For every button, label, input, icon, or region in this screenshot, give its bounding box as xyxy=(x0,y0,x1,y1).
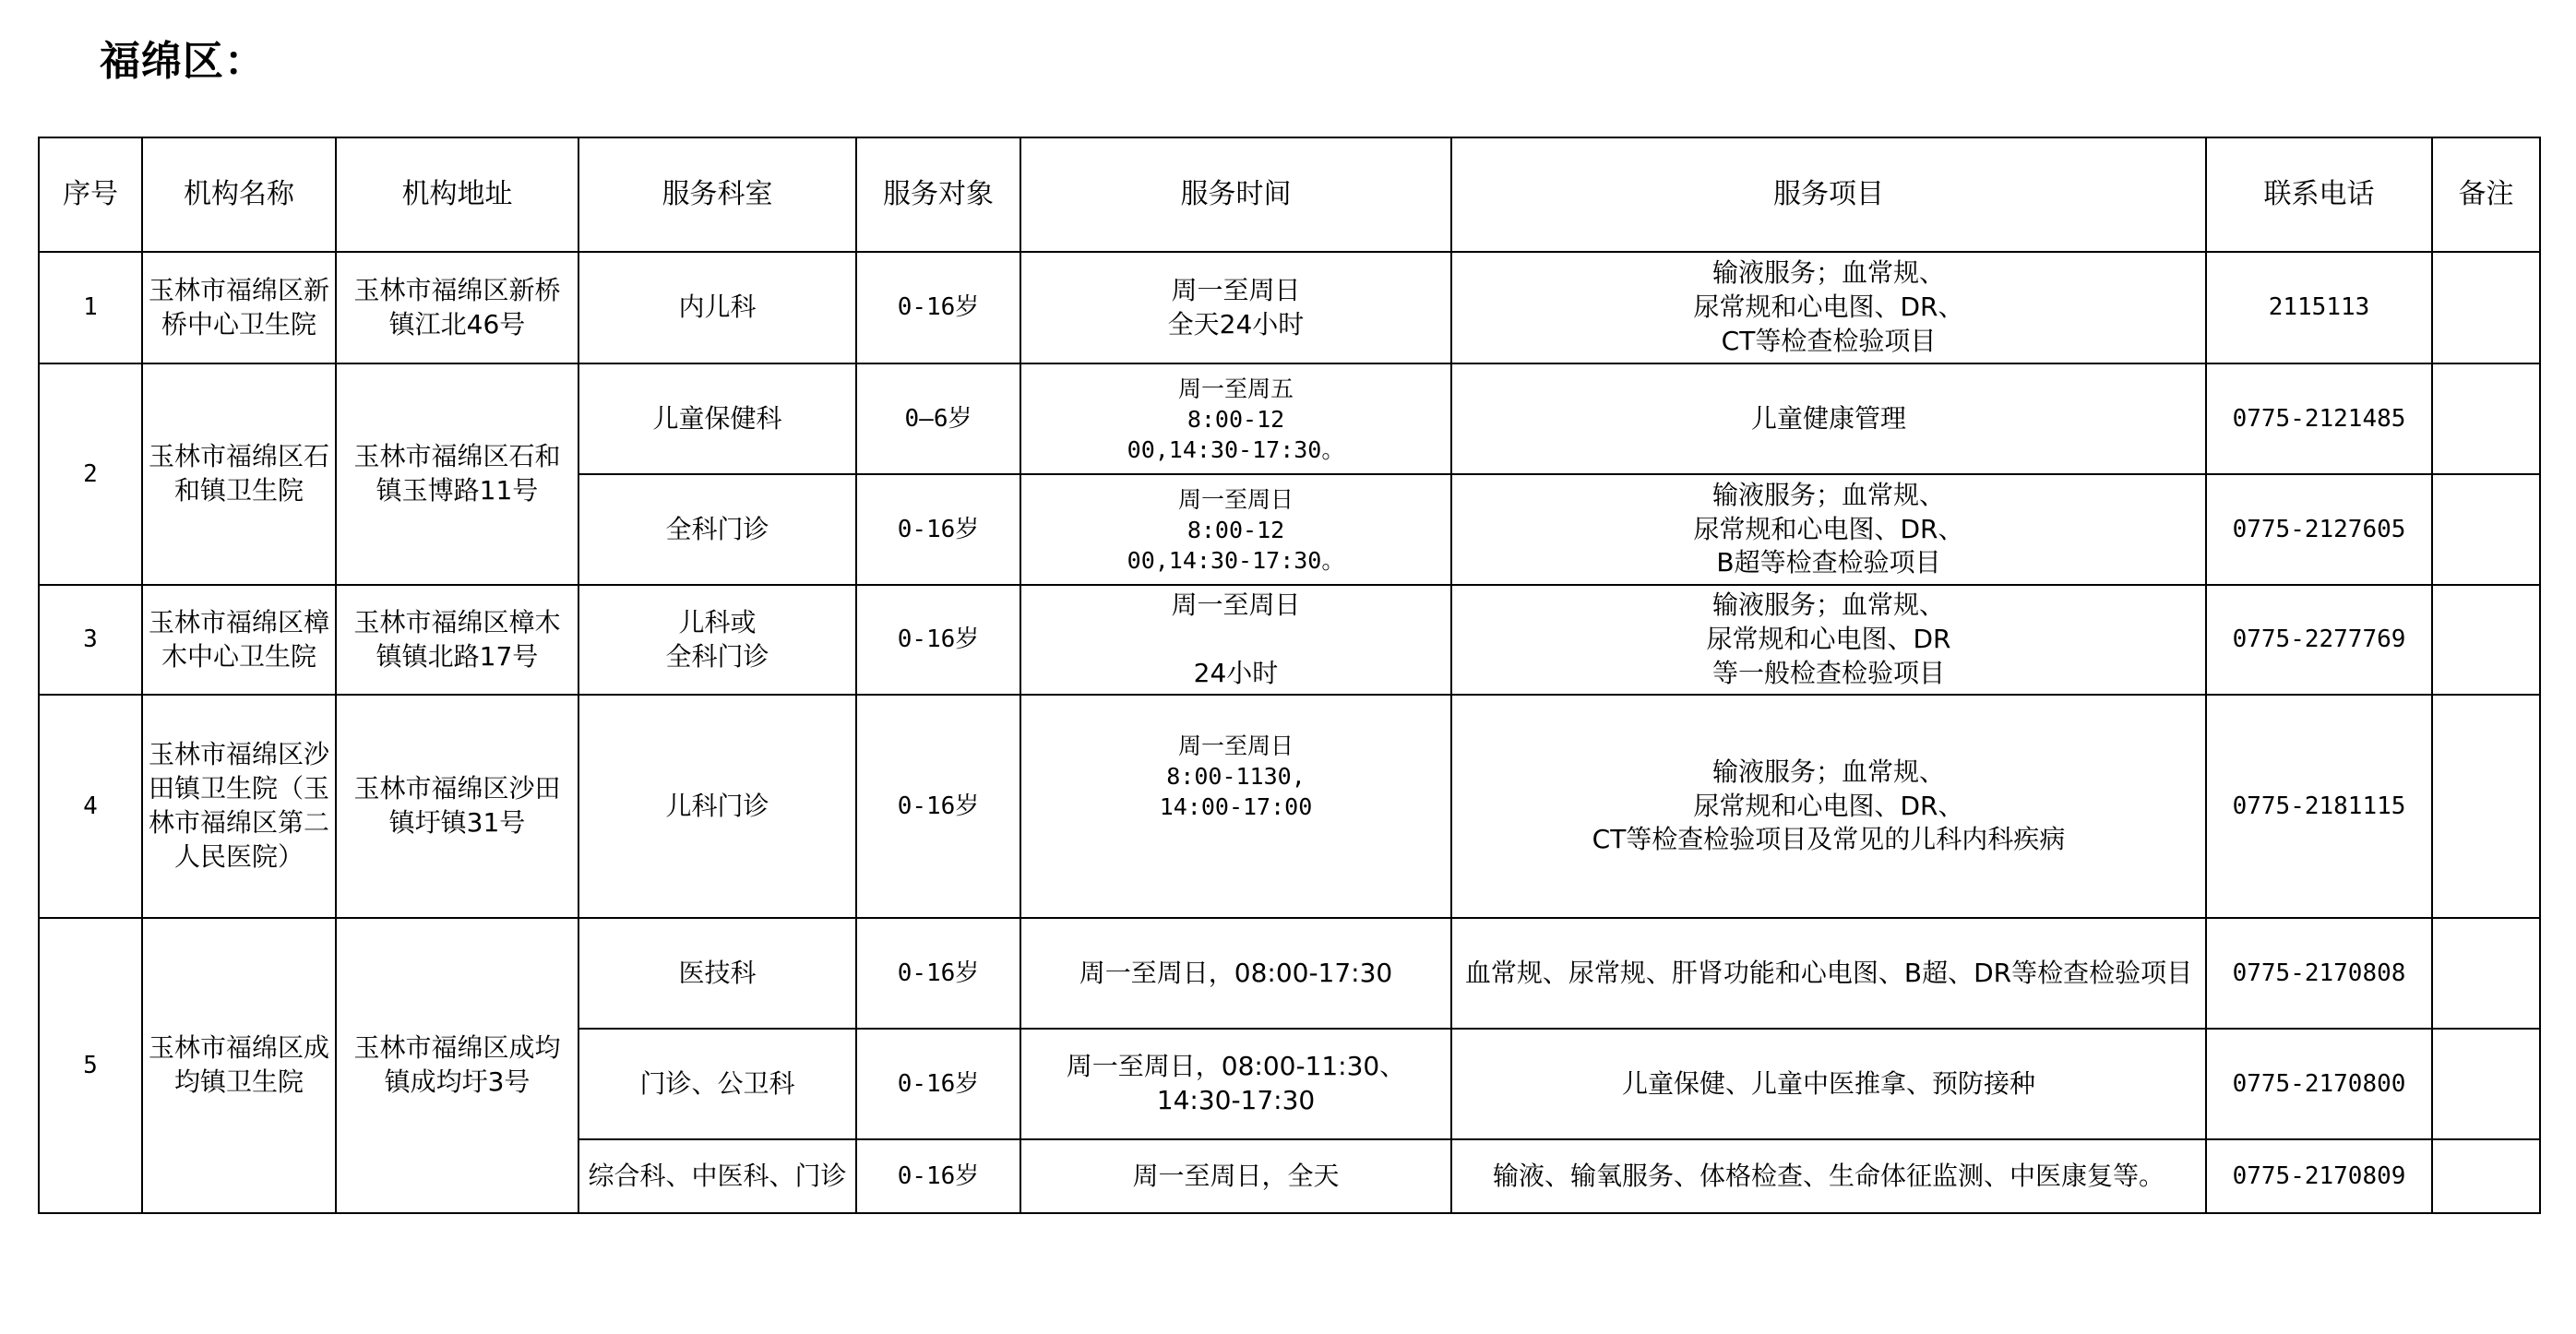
cell-remark xyxy=(2432,1029,2540,1139)
header-time: 服务时间 xyxy=(1020,137,1451,252)
table-row xyxy=(39,918,2540,1029)
cell-target: 0-16岁 xyxy=(856,918,1020,1029)
table-header-row xyxy=(39,137,2540,252)
cell-target: 0-16岁 xyxy=(856,585,1020,695)
cell-phone: 0775-2127605 xyxy=(2206,474,2432,585)
cell-phone: 0775-2170809 xyxy=(2206,1139,2432,1213)
header-dept: 服务科室 xyxy=(578,137,856,252)
header-address: 机构地址 xyxy=(336,137,578,252)
cell-items: 输液服务；血常规、 尿常规和心电图、DR、 B超等检查检验项目 xyxy=(1451,474,2206,585)
cell-time: 周一至周五 8:00-12 00,14:30-17:30。 xyxy=(1020,363,1451,474)
table-row xyxy=(39,252,2540,363)
cell-dept: 全科门诊 xyxy=(578,474,856,585)
cell-phone: 0775-2170808 xyxy=(2206,918,2432,1029)
header-no: 序号 xyxy=(39,137,142,252)
header-remark: 备注 xyxy=(2432,137,2540,252)
cell-dept: 医技科 xyxy=(578,918,856,1029)
cell-phone: 0775-2170800 xyxy=(2206,1029,2432,1139)
cell-phone: 0775-2181115 xyxy=(2206,695,2432,918)
cell-address: 玉林市福绵区新桥镇江北46号 xyxy=(336,252,578,363)
cell-remark xyxy=(2432,918,2540,1029)
cell-remark xyxy=(2432,585,2540,695)
cell-time: 周一至周日，全天 xyxy=(1020,1139,1451,1213)
cell-phone: 0775-2277769 xyxy=(2206,585,2432,695)
cell-dept: 综合科、中医科、门诊 xyxy=(578,1139,856,1213)
cell-address: 玉林市福绵区石和镇玉博路11号 xyxy=(336,363,578,585)
cell-target: 0—6岁 xyxy=(856,363,1020,474)
cell-items: 儿童保健、儿童中医推拿、预防接种 xyxy=(1451,1029,2206,1139)
cell-target: 0-16岁 xyxy=(856,474,1020,585)
cell-name: 玉林市福绵区樟木中心卫生院 xyxy=(142,585,336,695)
cell-phone: 2115113 xyxy=(2206,252,2432,363)
cell-name: 玉林市福绵区成均镇卫生院 xyxy=(142,918,336,1213)
cell-dept: 儿科门诊 xyxy=(578,695,856,918)
cell-items: 输液服务；血常规、 尿常规和心电图、DR、 CT等检查检验项目及常见的儿科内科疾病 xyxy=(1451,695,2206,918)
cell-items: 输液服务；血常规、 尿常规和心电图、DR 等一般检查检验项目 xyxy=(1451,585,2206,695)
cell-dept: 内儿科 xyxy=(578,252,856,363)
cell-no: 1 xyxy=(39,252,142,363)
cell-items: 输液服务；血常规、 尿常规和心电图、DR、 CT等检查检验项目 xyxy=(1451,252,2206,363)
cell-no: 4 xyxy=(39,695,142,918)
clinic-table xyxy=(38,137,2541,1214)
header-name: 机构名称 xyxy=(142,137,336,252)
cell-target: 0-16岁 xyxy=(856,1029,1020,1139)
table-row xyxy=(39,695,2540,918)
cell-name: 玉林市福绵区沙田镇卫生院（玉林市福绵区第二人民医院） xyxy=(142,695,336,918)
cell-address: 玉林市福绵区成均镇成均圩3号 xyxy=(336,918,578,1213)
cell-no: 3 xyxy=(39,585,142,695)
cell-dept: 门诊、公卫科 xyxy=(578,1029,856,1139)
cell-time: 周一至周日，08:00-17:30 xyxy=(1020,918,1451,1029)
cell-time: 周一至周日 全天24小时 xyxy=(1020,252,1451,363)
cell-remark xyxy=(2432,363,2540,474)
cell-items: 儿童健康管理 xyxy=(1451,363,2206,474)
cell-name: 玉林市福绵区石和镇卫生院 xyxy=(142,363,336,585)
cell-time: 周一至周日，08:00-11:30、 14:30-17:30 xyxy=(1020,1029,1451,1139)
cell-target: 0-16岁 xyxy=(856,695,1020,918)
cell-address: 玉林市福绵区沙田镇圩镇31号 xyxy=(336,695,578,918)
cell-dept: 儿童保健科 xyxy=(578,363,856,474)
cell-address: 玉林市福绵区樟木镇镇北路17号 xyxy=(336,585,578,695)
cell-dept: 儿科或 全科门诊 xyxy=(578,585,856,695)
cell-no: 2 xyxy=(39,363,142,585)
table-row xyxy=(39,363,2540,474)
cell-remark xyxy=(2432,1139,2540,1213)
cell-target: 0-16岁 xyxy=(856,1139,1020,1213)
cell-time: 周一至周日 8:00-12 00,14:30-17:30。 xyxy=(1020,474,1451,585)
cell-remark xyxy=(2432,252,2540,363)
page-title: 福绵区： xyxy=(100,38,266,85)
cell-phone: 0775-2121485 xyxy=(2206,363,2432,474)
header-items: 服务项目 xyxy=(1451,137,2206,252)
cell-no: 5 xyxy=(39,918,142,1213)
cell-time: 周一至周日 8:00-1130, 14:00-17:00 xyxy=(1020,695,1451,918)
header-target: 服务对象 xyxy=(856,137,1020,252)
header-phone: 联系电话 xyxy=(2206,137,2432,252)
cell-items: 输液、输氧服务、体格检查、生命体征监测、中医康复等。 xyxy=(1451,1139,2206,1213)
cell-name: 玉林市福绵区新桥中心卫生院 xyxy=(142,252,336,363)
cell-time: 周一至周日 24小时 xyxy=(1020,585,1451,695)
cell-target: 0-16岁 xyxy=(856,252,1020,363)
cell-remark xyxy=(2432,695,2540,918)
cell-items: 血常规、尿常规、肝肾功能和心电图、B超、DR等检查检验项目 xyxy=(1451,918,2206,1029)
table-row xyxy=(39,585,2540,695)
cell-remark xyxy=(2432,474,2540,585)
